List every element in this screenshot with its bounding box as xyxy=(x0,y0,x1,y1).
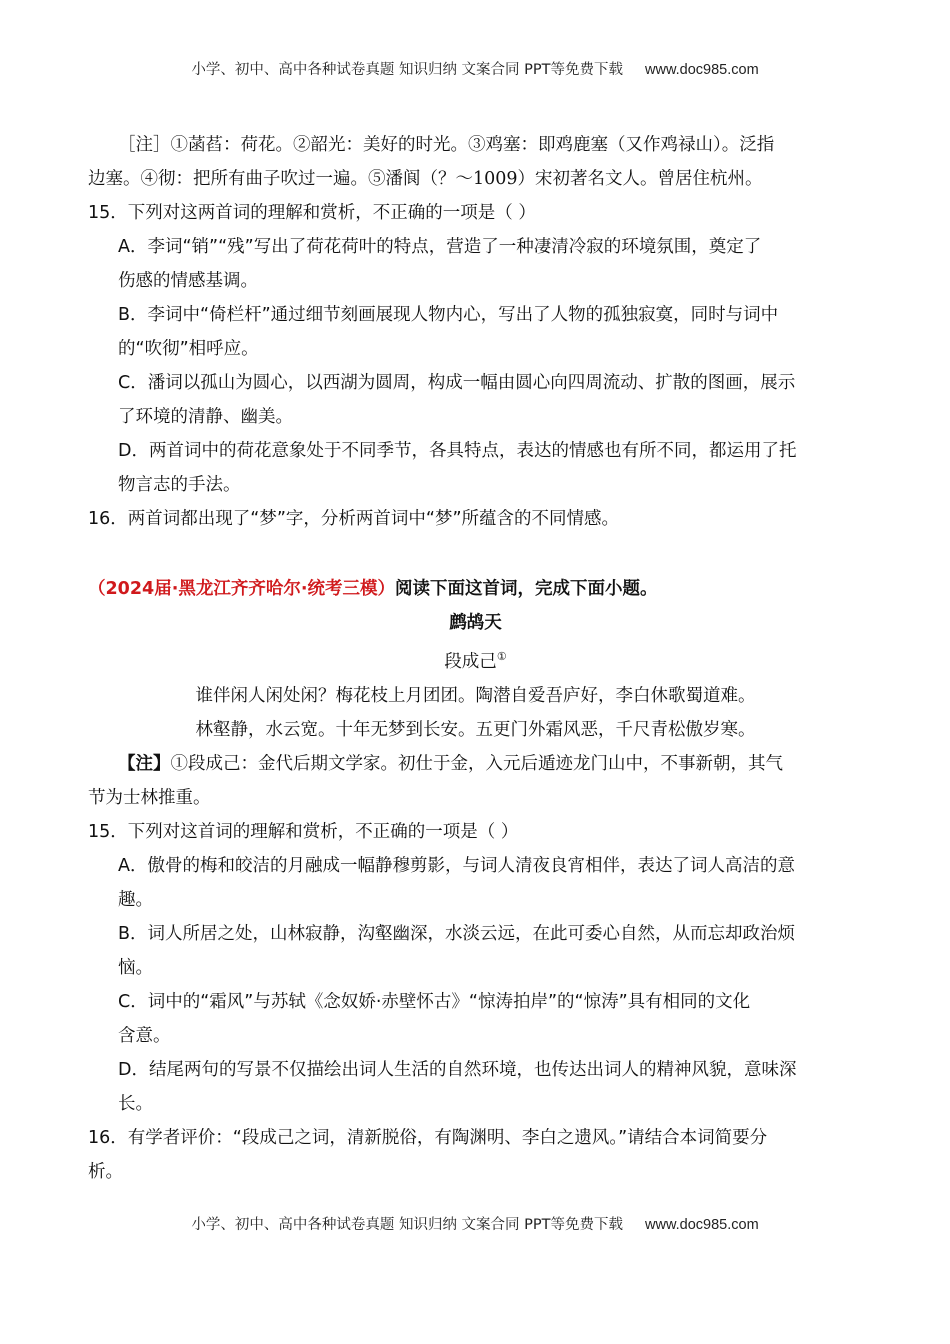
poem-title: 鹧鸪天 xyxy=(449,613,502,633)
header-link[interactable]: www.doc985.com xyxy=(645,62,759,78)
option-line: 的“吹彻”相呼应。 xyxy=(118,339,259,359)
question-16: 16．两首词都出现了“梦”字，分析两首词中“梦”所蕴含的不同情感。 xyxy=(88,509,620,529)
header-text: 小学、初中、高中各种试卷真题 知识归纳 文案合同 PPT等免费下载 xyxy=(191,62,624,78)
section-heading xyxy=(88,572,863,606)
footer-text: 小学、初中、高中各种试卷真题 知识归纳 文案合同 PPT等免费下载 xyxy=(191,1217,624,1233)
source-label: （2024届·黑龙江齐齐哈尔·统考三模） xyxy=(88,579,396,599)
note-text: ①段成己：金代后期文学家。初仕于金，入元后遁迹龙门山中，不事新朝，其气 xyxy=(170,753,783,774)
option-line: A．李词“销”“残”写出了荷花荷叶的特点，营造了一种凄清冷寂的环境氛围，奠定了 xyxy=(118,237,762,257)
document-body xyxy=(88,128,863,1189)
poem-line: 林壑静，水云宽。十年无梦到长安。五更门外霜风恶，千尺青松傲岁寒。 xyxy=(195,719,756,740)
option-a xyxy=(88,849,863,917)
option-d xyxy=(88,434,863,502)
note-line: 节为士林推重。 xyxy=(88,787,211,808)
question-15: 15．下列对这首词的理解和赏析，不正确的一项是（ ） xyxy=(88,821,519,842)
option-line: D．结尾两句的写景不仅描绘出词人生活的自然环境，也传达出词人的精神风貌，意味深 xyxy=(118,1059,797,1080)
instruction: 阅读下面这首词，完成下面小题。 xyxy=(395,579,658,599)
footnote-mark: ① xyxy=(496,650,507,663)
option-line: C．词中的“霜风”与苏轼《念奴娇·赤壁怀古》“惊涛拍岸”的“惊涛”具有相同的文化 xyxy=(118,991,751,1012)
option-b xyxy=(88,917,863,985)
poem-author xyxy=(88,640,863,679)
note-label: 【注】 xyxy=(118,753,171,774)
option-c xyxy=(88,366,863,434)
note-line: 边塞。④彻：把所有曲子吹过一遍。⑤潘阆（？～1009）宋初著名文人。曾居住杭州。 xyxy=(88,169,763,189)
option-line: 伤感的情感基调。 xyxy=(118,271,258,291)
option-c xyxy=(88,985,863,1053)
option-a xyxy=(88,230,863,298)
option-line: 含意。 xyxy=(118,1025,171,1046)
option-line: C．潘词以孤山为圆心，以西湖为圆周，构成一幅由圆心向四周流动、扩散的图画，展示 xyxy=(118,373,796,393)
poem-line: 谁伴闲人闲处闲？梅花枝上月团团。陶潜自爱吾庐好，李白休歌蜀道难。 xyxy=(195,685,756,706)
option-line: 趣。 xyxy=(118,889,153,910)
option-line: A．傲骨的梅和皎洁的月融成一幅静穆剪影，与词人清夜良宵相伴，表达了词人高洁的意 xyxy=(118,855,795,876)
option-line: B．李词中“倚栏杆”通过细节刻画展现人物内心，写出了人物的孤独寂寞，同时与词中 xyxy=(118,305,779,325)
question-16: 16．有学者评价：“段成己之词，清新脱俗，有陶渊明、李白之遗风。”请结合本词简要分 xyxy=(88,1127,768,1148)
section-gap xyxy=(88,536,863,572)
option-line: 长。 xyxy=(118,1093,153,1114)
page-header xyxy=(0,58,950,79)
option-d xyxy=(88,1053,863,1121)
option-b xyxy=(88,298,863,366)
option-line: 物言志的手法。 xyxy=(118,475,241,495)
page-footer xyxy=(0,1213,950,1234)
author-name: 段成己 xyxy=(444,651,497,672)
option-line: B．词人所居之处，山林寂静，沟壑幽深，水淡云远，在此可委心自然，从而忘却政治烦 xyxy=(118,923,796,944)
note-line xyxy=(88,747,863,781)
question-16-cont: 析。 xyxy=(88,1161,123,1182)
note-line: ［注］①菡萏：荷花。②韶光：美好的时光。③鸡塞：即鸡鹿塞（又作鸡禄山）。泛指 xyxy=(118,135,775,155)
option-line: D．两首词中的荷花意象处于不同季节，各具特点，表达的情感也有所不同，都运用了托 xyxy=(118,441,797,461)
option-line: 了环境的清静、幽美。 xyxy=(118,407,293,427)
option-line: 恼。 xyxy=(118,957,153,978)
question-15: 15．下列对这两首词的理解和赏析，不正确的一项是（ ） xyxy=(88,203,536,223)
footer-link[interactable]: www.doc985.com xyxy=(645,1217,759,1233)
